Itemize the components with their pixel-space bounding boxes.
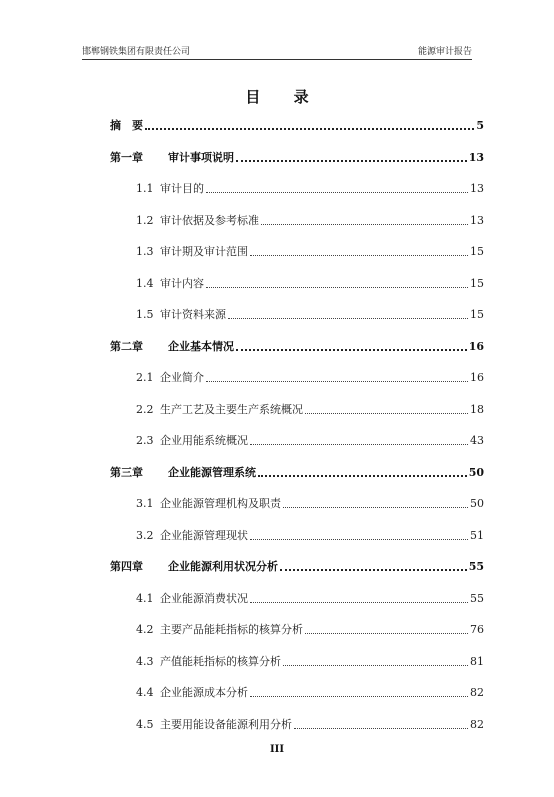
toc-entry-page: 13 xyxy=(470,213,484,227)
toc-chapter-entry[interactable] xyxy=(110,117,484,133)
toc-entry-number: 4.2 xyxy=(136,623,154,636)
toc-dot-leader xyxy=(236,348,467,351)
toc-entry-label: 主要用能设备能源利用分析 xyxy=(160,717,292,731)
toc-title: 目 录 xyxy=(245,88,323,106)
toc-entry-number: 4.1 xyxy=(136,591,154,605)
toc-section-entry[interactable] xyxy=(136,684,484,700)
toc-entry-label: 生产工艺及主要生产系统概况 xyxy=(160,402,303,416)
toc-section-entry[interactable] xyxy=(136,243,484,259)
toc-entry-page: 50 xyxy=(470,497,484,510)
toc-entry-page: 82 xyxy=(470,686,484,699)
header-company: 邯郸钢铁集团有限责任公司 xyxy=(82,47,191,57)
toc-chapter-entry[interactable] xyxy=(110,464,484,480)
toc-entry-page: 76 xyxy=(470,623,484,636)
toc-section-entry[interactable] xyxy=(136,653,484,669)
toc-section-entry[interactable] xyxy=(136,495,484,511)
toc-entry-page: 82 xyxy=(470,717,484,731)
toc-dot-leader xyxy=(228,317,468,319)
toc-section-entry[interactable] xyxy=(136,275,484,291)
toc-entry-number: 4.5 xyxy=(136,717,154,731)
toc-chapter-entry[interactable] xyxy=(110,558,484,574)
toc-entry-number: 1.4 xyxy=(136,276,154,290)
toc-entry-page: 81 xyxy=(470,654,484,668)
toc-section-entry[interactable] xyxy=(136,590,484,606)
toc-entry-number: 1.1 xyxy=(136,182,154,195)
toc-entry-label: 审计期及审计范围 xyxy=(160,245,248,258)
toc-dot-leader xyxy=(305,412,468,414)
toc-dot-leader xyxy=(250,538,468,540)
toc-dot-leader xyxy=(250,601,468,603)
toc-entry-page: 18 xyxy=(470,402,484,416)
toc-entry-label: 审计资料来源 xyxy=(160,308,226,321)
toc-entry-number: 2.2 xyxy=(136,402,154,416)
toc-entry-page: 15 xyxy=(470,276,484,290)
toc-entry-number: 第三章 xyxy=(110,465,143,479)
toc-entry-page: 15 xyxy=(470,245,484,258)
toc-entry-number: 3.2 xyxy=(136,528,154,542)
toc-entry-number: 3.1 xyxy=(136,497,154,510)
toc-section-entry[interactable] xyxy=(136,180,484,196)
toc-section-entry[interactable] xyxy=(136,716,484,732)
toc-entry-page: 51 xyxy=(470,528,484,542)
toc-chapter-entry[interactable] xyxy=(110,338,484,354)
header-report-title: 能源审计报告 xyxy=(417,47,472,57)
toc-section-entry[interactable] xyxy=(136,621,484,637)
toc-dot-leader xyxy=(250,443,468,445)
toc-section-entry[interactable] xyxy=(136,306,484,322)
toc-entry-label: 企业能源管理机构及职责 xyxy=(160,497,281,510)
toc-dot-leader xyxy=(250,254,468,256)
toc-section-entry[interactable] xyxy=(136,212,484,228)
page-number: III xyxy=(269,744,285,755)
toc-entry-label: 摘 要 xyxy=(110,119,143,132)
toc-entry-number: 4.3 xyxy=(136,654,154,668)
toc-section-entry[interactable] xyxy=(136,527,484,543)
toc-entry-label: 主要产品能耗指标的核算分析 xyxy=(160,623,303,636)
toc-entry-number: 1.3 xyxy=(136,245,154,258)
toc-entry-number: 第二章 xyxy=(110,339,143,353)
toc-dot-leader xyxy=(280,568,467,571)
toc-entry-page: 15 xyxy=(470,308,484,321)
toc-section-entry[interactable] xyxy=(136,432,484,448)
toc-dot-leader xyxy=(283,664,468,666)
toc-entry-page: 50 xyxy=(468,465,484,479)
toc-entry-number: 2.3 xyxy=(136,434,154,447)
toc-entry-page: 55 xyxy=(468,560,484,573)
toc-entry-label: 审计依据及参考标准 xyxy=(160,213,259,227)
toc-entry-page: 16 xyxy=(470,371,484,384)
toc-entry-page: 43 xyxy=(470,434,484,447)
toc-entry-page: 5 xyxy=(476,119,484,132)
toc-dot-leader xyxy=(294,727,468,729)
toc-entry-page: 13 xyxy=(468,150,484,164)
toc-dot-leader xyxy=(250,695,468,697)
toc-entry-label: 企业简介 xyxy=(160,371,204,384)
toc-dot-leader xyxy=(261,223,468,225)
toc-dot-leader xyxy=(305,632,468,634)
toc-entry-number: 第四章 xyxy=(110,560,143,573)
toc-entry-label: 企业能源管理系统 xyxy=(168,465,256,479)
toc-entry-label: 企业能源成本分析 xyxy=(160,686,248,699)
toc-entry-label: 企业基本情况 xyxy=(168,339,234,353)
toc-section-entry[interactable] xyxy=(136,369,484,385)
toc-entry-label: 企业能源管理现状 xyxy=(160,528,248,542)
toc-entry-number: 2.1 xyxy=(136,371,154,384)
toc-entry-label: 企业用能系统概况 xyxy=(160,434,248,447)
toc-entry-label: 审计目的 xyxy=(160,182,204,195)
toc-dot-leader xyxy=(206,380,468,382)
toc-entry-page: 55 xyxy=(470,591,484,605)
toc-chapter-entry[interactable] xyxy=(110,149,484,165)
toc-entry-number: 4.4 xyxy=(136,686,154,699)
toc-entry-label: 审计内容 xyxy=(160,276,204,290)
toc-entry-number: 1.5 xyxy=(136,308,154,321)
toc-entry-page: 16 xyxy=(468,339,484,353)
toc-section-entry[interactable] xyxy=(136,401,484,417)
toc-entry-page: 13 xyxy=(470,182,484,195)
toc-dot-leader xyxy=(206,191,468,193)
toc-entry-number: 1.2 xyxy=(136,213,154,227)
toc-dot-leader xyxy=(283,506,468,508)
toc-dot-leader xyxy=(206,286,468,288)
toc-entry-label: 产值能耗指标的核算分析 xyxy=(160,654,281,668)
toc-entry-label: 企业能源消费状况 xyxy=(160,591,248,605)
toc-dot-leader xyxy=(145,127,474,130)
toc-dot-leader xyxy=(236,159,467,162)
toc-entry-label: 企业能源利用状况分析 xyxy=(168,560,278,573)
toc-entry-label: 审计事项说明 xyxy=(168,150,234,164)
toc-entry-number: 第一章 xyxy=(110,150,143,164)
toc-dot-leader xyxy=(258,474,467,477)
